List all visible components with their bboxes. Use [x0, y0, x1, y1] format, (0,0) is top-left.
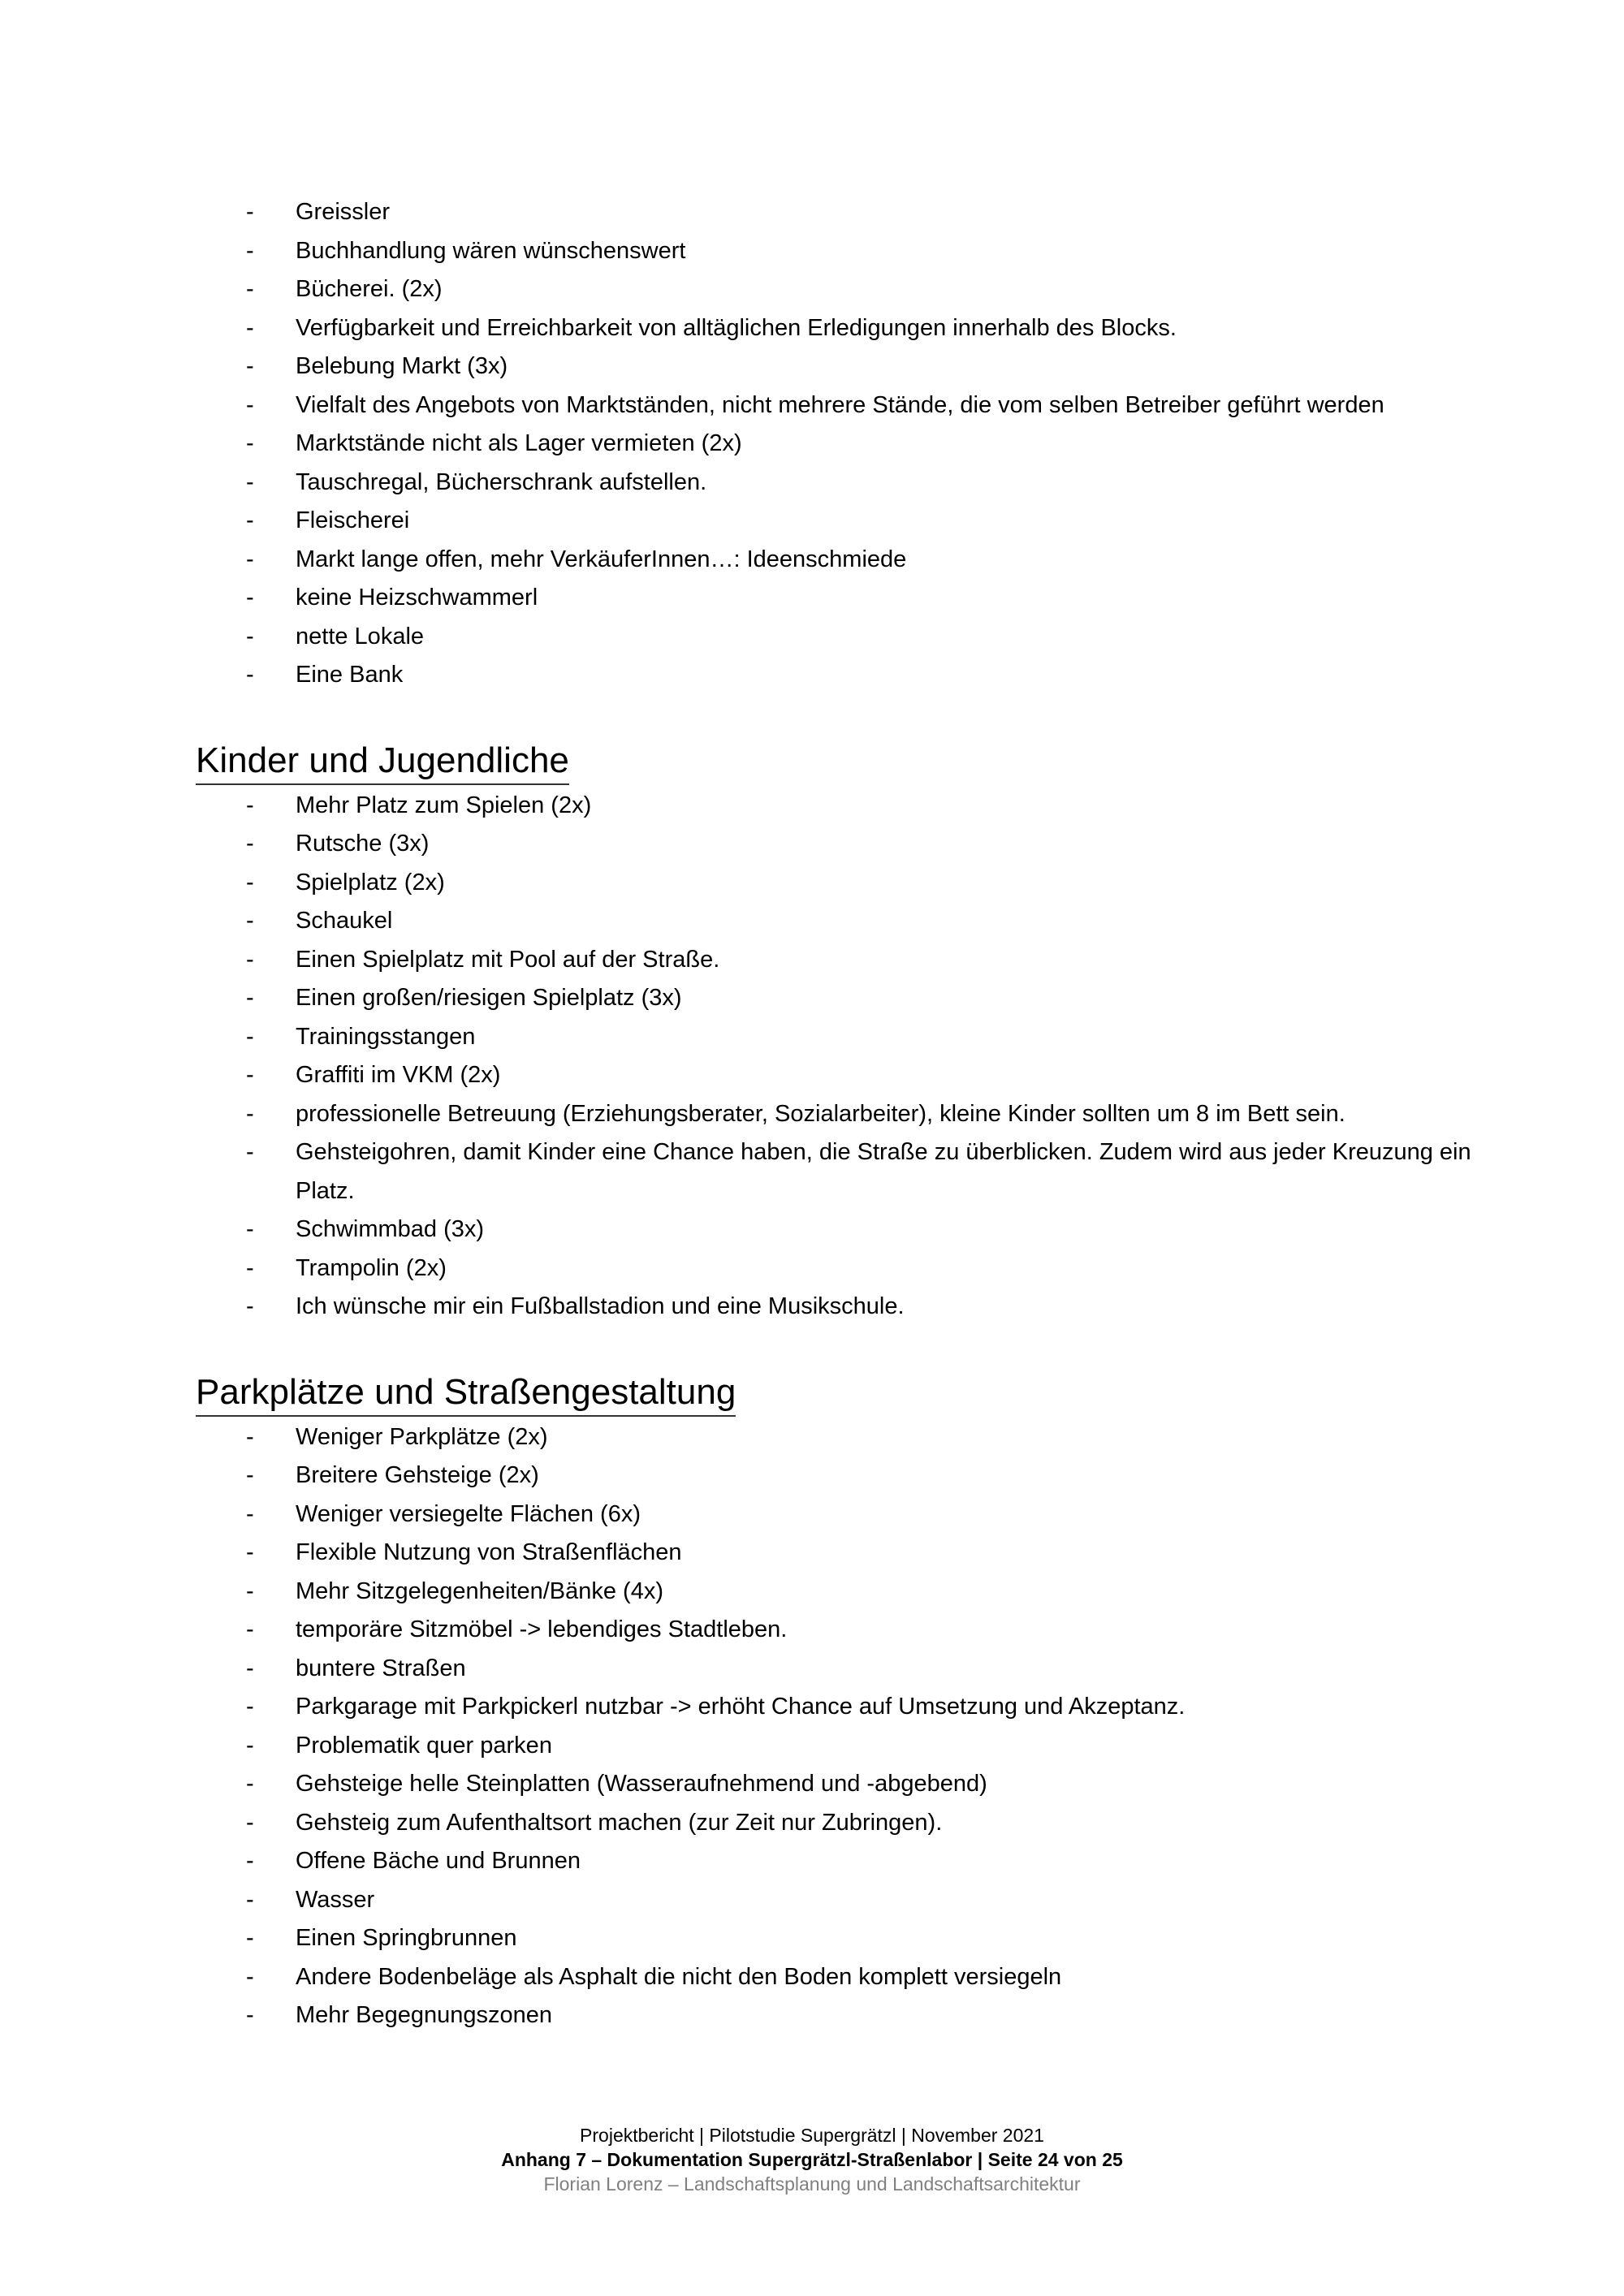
dash-bullet-icon: - — [246, 1462, 254, 1488]
list-item — [196, 1765, 1497, 1804]
list-item-text: Breitere Gehsteige (2x) — [296, 1462, 539, 1488]
list-item — [196, 232, 1497, 271]
dash-bullet-icon: - — [246, 623, 254, 650]
footer-appendix-line: Anhang 7 – Dokumentation Supergrätzl-Straßenlabor | Seite 24 von 25 — [501, 2149, 1123, 2170]
list-item — [196, 1249, 1497, 1288]
dash-bullet-icon: - — [246, 237, 254, 264]
dash-bullet-icon: - — [246, 1539, 254, 1565]
list-item — [196, 1688, 1497, 1727]
list-item-text: Markt lange offen, mehr VerkäuferInnen…: Ideenschmiede — [296, 546, 907, 572]
section-list — [196, 1418, 1462, 2035]
list-item-text: Wasser — [296, 1886, 375, 1913]
list-item-text: Fleischerei — [296, 507, 410, 533]
list-item-text: Einen Spielplatz mit Pool auf der Straße. — [296, 946, 720, 973]
list-item-text: professionelle Betreuung (Erziehungsberater, Sozialarbeiter), kleine Kinder sollten um 8 im Bett sein. — [296, 1100, 1345, 1127]
dash-bullet-icon: - — [246, 1023, 254, 1050]
list-item — [196, 1804, 1497, 1843]
dash-bullet-icon: - — [246, 1886, 254, 1913]
dash-bullet-icon: - — [246, 507, 254, 533]
list-item — [196, 1650, 1497, 1689]
dash-bullet-icon: - — [246, 199, 254, 225]
list-item-text: Flexible Nutzung von Straßenflächen — [296, 1539, 682, 1565]
dash-bullet-icon: - — [246, 869, 254, 896]
list-item-text: Mehr Platz zum Spielen (2x) — [296, 792, 592, 818]
dash-bullet-icon: - — [246, 908, 254, 934]
list-item-text: Einen Springbrunnen — [296, 1925, 517, 1951]
list-item-text: keine Heizschwammerl — [296, 585, 538, 611]
dash-bullet-icon: - — [246, 831, 254, 857]
dash-bullet-icon: - — [246, 662, 254, 688]
dash-bullet-icon: - — [246, 1694, 254, 1720]
list-item-text: Weniger versiegelte Flächen (6x) — [296, 1500, 641, 1527]
list-item — [196, 825, 1497, 864]
list-item-text: Marktstände nicht als Lager vermieten (2x) — [296, 430, 742, 456]
dash-bullet-icon: - — [246, 468, 254, 495]
list-item — [196, 1534, 1497, 1573]
list-item-text: Trainingsstangen — [296, 1023, 476, 1050]
list-item — [196, 1573, 1497, 1612]
section-kinder — [196, 738, 1471, 1327]
list-item — [196, 979, 1497, 1018]
dash-bullet-icon: - — [246, 1423, 254, 1450]
list-item-text: Belebung Markt (3x) — [296, 353, 508, 379]
list-item-text: Problematik quer parken — [296, 1732, 552, 1759]
list-item — [196, 1457, 1497, 1495]
dash-bullet-icon: - — [246, 1216, 254, 1242]
page-footer — [0, 2123, 1624, 2196]
list-item-text: Buchhandlung wären wünschenswert — [296, 237, 686, 264]
list-item-text: Weniger Parkplätze (2x) — [296, 1423, 548, 1450]
list-item-text: Gehsteige helle Steinplatten (Wasseraufnehmend und -abgebend) — [296, 1771, 987, 1797]
dash-bullet-icon: - — [246, 314, 254, 341]
list-item — [196, 270, 1497, 309]
dash-bullet-icon: - — [246, 946, 254, 973]
list-item-text: buntere Straßen — [296, 1655, 466, 1681]
page-content — [196, 193, 1471, 2035]
list-item-text: Offene Bäche und Brunnen — [296, 1848, 581, 1874]
dash-bullet-icon: - — [246, 1100, 254, 1127]
list-item — [196, 425, 1497, 464]
list-item-text: Eine Bank — [296, 662, 404, 688]
dash-bullet-icon: - — [246, 546, 254, 572]
list-item — [196, 1495, 1497, 1534]
section-heading: Kinder und Jugendliche — [196, 738, 569, 785]
list-item-text: temporäre Sitzmöbel -> lebendiges Stadtleben. — [296, 1616, 788, 1642]
section-list — [196, 787, 1471, 1327]
list-item — [196, 1018, 1497, 1057]
list-item — [196, 787, 1497, 826]
section-parkplaetze — [196, 1370, 1462, 2035]
dash-bullet-icon: - — [246, 985, 254, 1011]
list-item — [196, 864, 1497, 903]
list-item — [196, 193, 1497, 232]
dash-bullet-icon: - — [246, 276, 254, 302]
list-item — [196, 1288, 1497, 1327]
dash-bullet-icon: - — [246, 1809, 254, 1836]
list-item-text: Vielfalt des Angebots von Marktständen, nicht mehrere Stände, die vom selben Betreiber geführt werden — [296, 391, 1384, 418]
list-item-text: Tauschregal, Bücherschrank aufstellen. — [296, 468, 707, 495]
list-item-text: Einen großen/riesigen Spielplatz (3x) — [296, 985, 682, 1011]
footer-report-line: Projektbericht | Pilotstudie Supergrätzl | November 2021 — [580, 2125, 1044, 2146]
list-item-text: Ich wünsche mir ein Fußballstadion und eine Musikschule. — [296, 1293, 905, 1319]
list-item-text: Spielplatz (2x) — [296, 869, 445, 896]
list-item — [196, 1056, 1497, 1095]
list-item — [196, 1881, 1497, 1920]
list-item — [196, 1958, 1497, 1997]
dash-bullet-icon: - — [246, 391, 254, 418]
list-item — [196, 579, 1497, 618]
dash-bullet-icon: - — [246, 1500, 254, 1527]
dash-bullet-icon: - — [246, 1293, 254, 1319]
dash-bullet-icon: - — [246, 1848, 254, 1874]
list-item-text: Schwimmbad (3x) — [296, 1216, 485, 1242]
list-item-text: Mehr Sitzgelegenheiten/Bänke (4x) — [296, 1577, 663, 1604]
dash-bullet-icon: - — [246, 1254, 254, 1281]
list-item — [196, 1611, 1497, 1650]
list-item-text: Graffiti im VKM (2x) — [296, 1062, 501, 1088]
list-item-text: Verfügbarkeit und Erreichbarkeit von alltäglichen Erledigungen innerhalb des Blocks. — [296, 314, 1177, 341]
list-item-text: Greissler — [296, 199, 391, 225]
list-item — [196, 1133, 1497, 1211]
dash-bullet-icon: - — [246, 353, 254, 379]
dash-bullet-icon: - — [246, 430, 254, 456]
dash-bullet-icon: - — [246, 1616, 254, 1642]
dash-bullet-icon: - — [246, 1771, 254, 1797]
list-item-text: Mehr Begegnungszonen — [296, 2002, 553, 2028]
list-item-text: Andere Bodenbeläge als Asphalt die nicht den Boden komplett versiegeln — [296, 1963, 1062, 1990]
list-item-text: Rutsche (3x) — [296, 831, 430, 857]
list-item — [196, 1919, 1497, 1958]
list-item — [196, 656, 1497, 695]
dash-bullet-icon: - — [246, 585, 254, 611]
list-item — [196, 941, 1497, 980]
list-item — [196, 902, 1497, 941]
footer-author-line: Florian Lorenz – Landschaftsplanung und Landschaftsarchitektur — [543, 2173, 1081, 2195]
list-item — [196, 1095, 1497, 1134]
intro-list — [196, 193, 1462, 695]
dash-bullet-icon: - — [246, 1577, 254, 1604]
list-item — [196, 347, 1497, 386]
list-item-text: Bücherei. (2x) — [296, 276, 443, 302]
dash-bullet-icon: - — [246, 1732, 254, 1759]
list-item-text: nette Lokale — [296, 623, 425, 650]
dash-bullet-icon: - — [246, 1139, 254, 1165]
list-item — [196, 1211, 1497, 1249]
list-item-text: Gehsteig zum Aufenthaltsort machen (zur Zeit nur Zubringen). — [296, 1809, 943, 1836]
list-item — [196, 1727, 1497, 1766]
list-item-text: Gehsteigohren, damit Kinder eine Chance haben, die Straße zu überblicken. Zudem wird aus jeder Kreuzung ein Platz. — [296, 1139, 1471, 1204]
dash-bullet-icon: - — [246, 2002, 254, 2028]
list-item — [196, 309, 1497, 348]
dash-bullet-icon: - — [246, 1963, 254, 1990]
list-item — [196, 464, 1497, 503]
list-item — [196, 618, 1497, 657]
dash-bullet-icon: - — [246, 1062, 254, 1088]
list-item — [196, 1842, 1497, 1881]
section-heading: Parkplätze und Straßengestaltung — [196, 1370, 736, 1417]
dash-bullet-icon: - — [246, 1925, 254, 1951]
list-item — [196, 541, 1497, 580]
list-item — [196, 502, 1497, 541]
list-item — [196, 1996, 1497, 2035]
list-item — [196, 386, 1497, 425]
dash-bullet-icon: - — [246, 792, 254, 818]
list-item-text: Schaukel — [296, 908, 393, 934]
dash-bullet-icon: - — [246, 1655, 254, 1681]
list-item-text: Parkgarage mit Parkpickerl nutzbar -> erhöht Chance auf Umsetzung und Akzeptanz. — [296, 1694, 1186, 1720]
list-item — [196, 1418, 1497, 1457]
list-item-text: Trampolin (2x) — [296, 1254, 447, 1281]
